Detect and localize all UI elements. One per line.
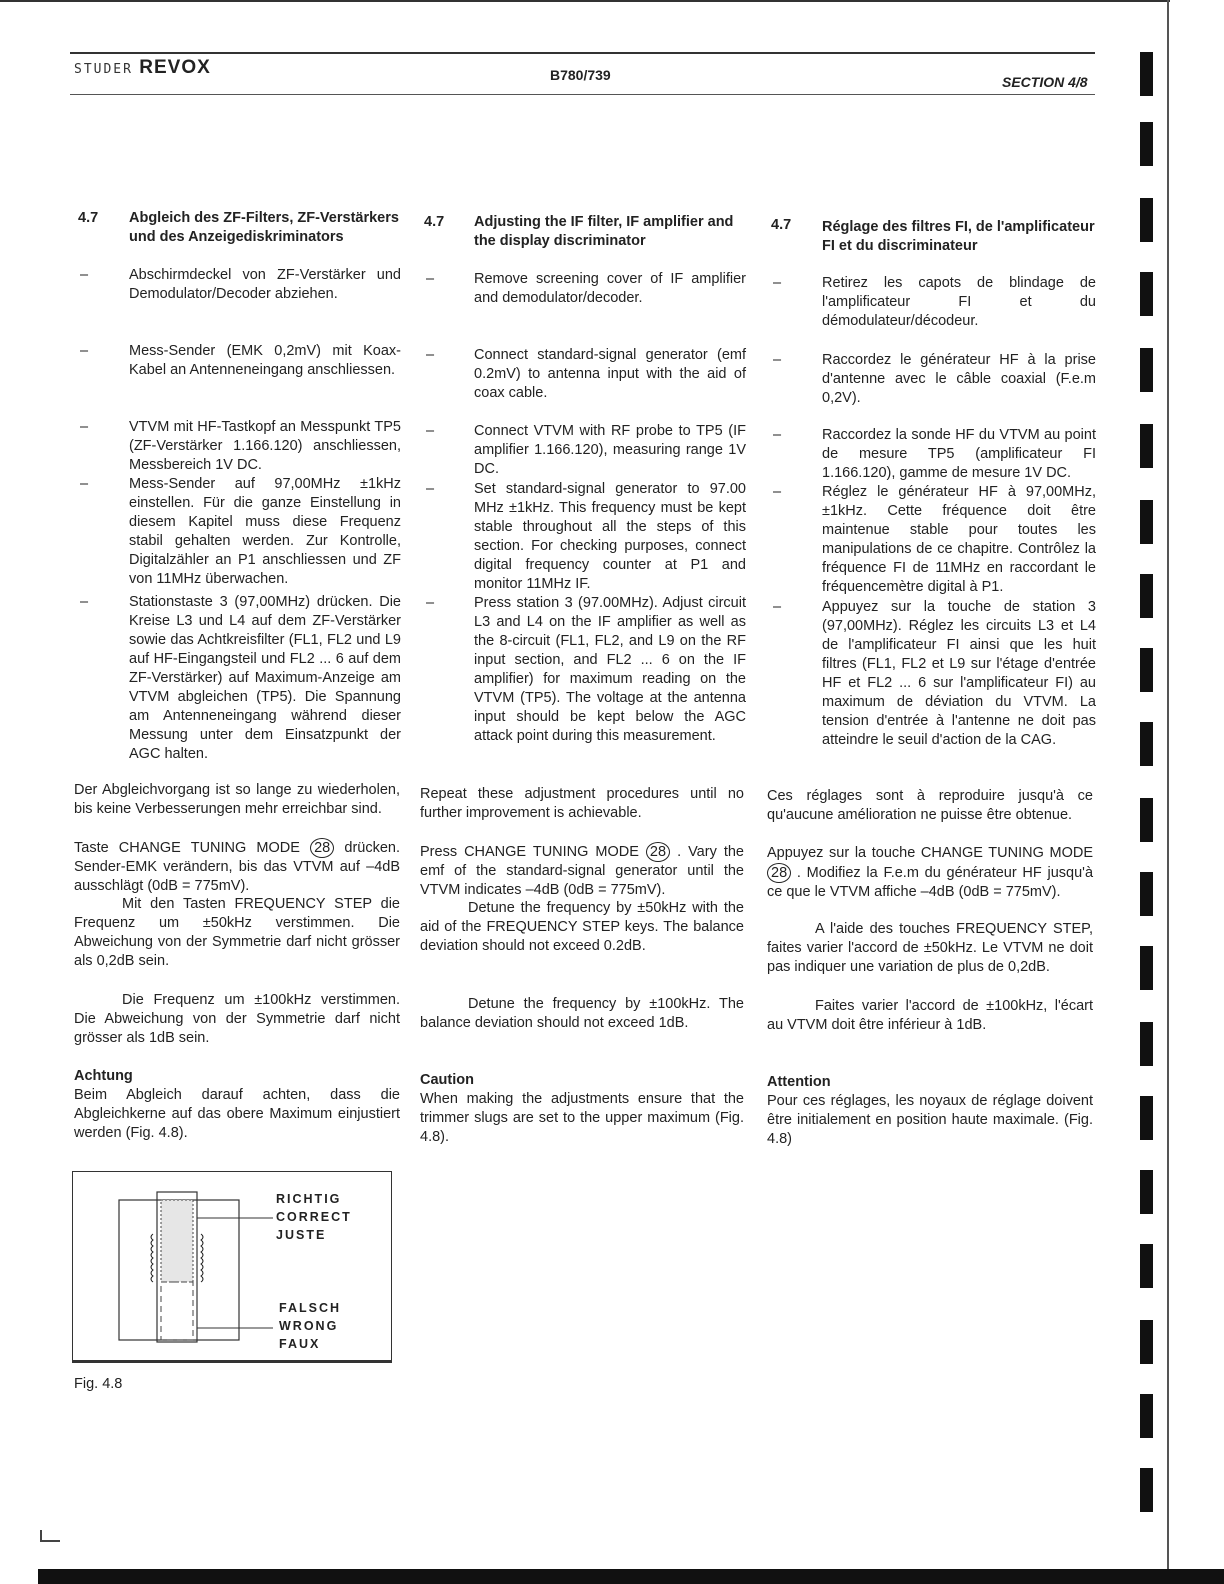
brand-logo	[74, 58, 211, 79]
button-reference-28: 28	[310, 838, 334, 858]
step-fr-1: Retirez les capots de blindage de l'amplificateur FI et du démodulateur/décodeur.	[822, 275, 1096, 329]
change-bar	[1140, 1320, 1153, 1364]
label-correct-en: CORRECT	[276, 1210, 352, 1224]
repeat-fr: Ces réglages sont à reproduire jusqu'à ce qu'aucune amélioration ne puisse être obtenue.	[767, 788, 1093, 823]
section-number: SECTION 4/8	[1002, 74, 1088, 90]
change-bar	[1140, 722, 1153, 766]
label-correct	[276, 1190, 352, 1244]
dash: –	[80, 476, 89, 492]
dash: –	[426, 271, 435, 287]
step-de-4: Mess-Sender auf 97,00MHz ±1kHz einstellen. Für die ganze Einstellung in diesem Kapitel muss diese Frequenz stabil gehalten werden. Zur Kontrolle, Digitalzähler an P1 anschliessen und ZF von 11MHz überwachen.	[129, 476, 401, 587]
repeat-de: Der Abgleichvorgang ist so lange zu wiederholen, bis keine Verbesserungen mehr erreichbar sind.	[74, 782, 400, 817]
dash: –	[773, 427, 782, 443]
change-bar	[1140, 1170, 1153, 1214]
press-fr-text-b: . Modifiez la F.e.m du générateur HF jusqu'à ce que le VTVM affiche –4dB (0dB = 775mV).	[767, 865, 1094, 900]
section-title-fr: Réglage des filtres FI, de l'amplificateur FI et du discriminateur	[822, 219, 1095, 254]
press-en-text-a: Press CHANGE TUNING MODE	[420, 844, 639, 860]
slug-correct	[161, 1200, 193, 1282]
change-bar	[1140, 872, 1153, 916]
press-en	[420, 842, 744, 900]
caution-de: Beim Abgleich darauf achten, dass die Abgleichkerne auf das obere Maximum einjustiert werden (Fig. 4.8).	[74, 1087, 400, 1141]
change-bar	[1140, 198, 1153, 242]
change-bar	[1140, 574, 1153, 618]
dash: –	[80, 419, 89, 435]
change-bar	[1140, 946, 1153, 990]
page-right-border	[1167, 0, 1169, 1584]
dash: –	[773, 352, 782, 368]
corner-mark	[40, 1530, 60, 1542]
label-juste: JUSTE	[276, 1228, 327, 1242]
label-richtig: RICHTIG	[276, 1192, 342, 1206]
model-number: B780/739	[550, 67, 611, 83]
winding-right	[201, 1234, 203, 1282]
change-bar	[1140, 1394, 1153, 1438]
change-bar	[1140, 424, 1153, 468]
change-bar	[1140, 348, 1153, 392]
label-faux: FAUX	[279, 1337, 321, 1351]
change-bar	[1140, 52, 1153, 96]
detune100-de: Die Frequenz um ±100kHz verstimmen. Die Abweichung von der Symmetrie darf nicht grösser als 1dB sein.	[74, 992, 400, 1046]
dash: –	[426, 481, 435, 497]
header-rule-top	[70, 52, 1095, 54]
step-de-5: Stationstaste 3 (97,00MHz) drücken. Die Kreise L3 und L4 auf dem ZF-Verstärker sowie das Achtkreisfilter (FL1, FL2 und L9 auf HF-Eingangsteil und FL2 ... 6 auf dem ZF-Verstärker) auf Maximum-Anzeige am VTVM abgleichen (TP5). Die Spannung am Antenneneingang während dieser Messung unter dem Einsatzpunkt der AGC halten.	[129, 594, 401, 762]
button-reference-28: 28	[767, 863, 791, 883]
dash: –	[426, 423, 435, 439]
change-bar	[1140, 272, 1153, 316]
page-top-border	[0, 0, 1170, 2]
change-bar	[1140, 1244, 1153, 1288]
change-bar	[1140, 798, 1153, 842]
step-en-1: Remove screening cover of IF amplifier and demodulator/decoder.	[474, 271, 746, 306]
dash: –	[426, 595, 435, 611]
detune50-de: Mit den Tasten FREQUENCY STEP die Frequenz um ±50kHz verstimmen. Die Abweichung von der Symmetrie darf nicht grösser als 0,2dB sein.	[74, 896, 400, 969]
brand-revox: REVOX	[139, 57, 211, 78]
caution-title-fr: Attention	[767, 1074, 831, 1090]
detune50-en: Detune the frequency by ±50kHz with the aid of the FREQUENCY STEP keys. The balance deviation should not exceed 0.2dB.	[420, 900, 744, 954]
step-fr-5: Appuyez sur la touche de station 3 (97,00MHz). Réglez les circuits L3 et L4 de l'amplificateur FI ainsi que les huit filtres (FL1, FL2 et L9 sur l'étage d'entrée HF et FL2 ... 6 sur l'amplificateur FI) au maximum de déviation du VTVM. La tension d'entrée à l'antenne ne doit pas atteindre le seuil d'action de la CAG.	[822, 599, 1096, 748]
caution-title-de: Achtung	[74, 1068, 133, 1084]
press-en-text-b: . Vary the emf of the standard-signal generator until the VTVM indicates –4dB (0dB = 775mV).	[420, 844, 744, 898]
winding-left	[151, 1234, 153, 1282]
caution-title-en: Caution	[420, 1072, 474, 1088]
press-fr	[767, 844, 1093, 902]
change-bar	[1140, 648, 1153, 692]
step-en-3: Connect VTVM with RF probe to TP5 (IF amplifier 1.166.120), measuring range 1V DC.	[474, 423, 746, 477]
dash: –	[426, 347, 435, 363]
section-number-de: 4.7	[78, 210, 99, 226]
step-en-5: Press station 3 (97.00MHz). Adjust circuit L3 and L4 on the IF amplifier as well as the 8-circuit (FL1, FL2, and L9 on the RF input section, and FL2 ... 6 on the IF amplifier) for maximum reading on the VTVM (TP5). The voltage at the antenna input should be kept below the AGC attack point during this measurement.	[474, 595, 746, 744]
press-fr-text-a: Appuyez sur la touche CHANGE TUNING MODE	[767, 845, 1093, 861]
change-bar	[1140, 1468, 1153, 1512]
dash: –	[80, 594, 89, 610]
detune100-fr: Faites varier l'accord de ±100kHz, l'écart au VTVM doit être inférieur à 1dB.	[767, 998, 1093, 1033]
dash: –	[773, 275, 782, 291]
caution-en: When making the adjustments ensure that the trimmer slugs are set to the upper maximum (Fig. 4.8).	[420, 1091, 744, 1145]
dash: –	[80, 267, 89, 283]
section-number-fr: 4.7	[771, 217, 792, 233]
change-bar	[1140, 122, 1153, 166]
label-wrong	[279, 1299, 341, 1353]
change-bar	[1140, 1022, 1153, 1066]
step-en-2: Connect standard-signal generator (emf 0.2mV) to antenna input with the aid of coax cable.	[474, 347, 746, 401]
slug-wrong	[161, 1282, 193, 1340]
page-bottom-bar	[38, 1569, 1224, 1584]
step-de-1: Abschirmdeckel von ZF-Verstärker und Demodulator/Decoder abziehen.	[129, 267, 401, 302]
press-de-text-b: drücken. Sender-EMK verändern, bis das VTVM auf –4dB ausschlägt (0dB = 775mV).	[74, 840, 401, 894]
change-bar	[1140, 500, 1153, 544]
section-title-en: Adjusting the IF filter, IF amplifier and the display discriminator	[474, 214, 734, 249]
step-en-4: Set standard-signal generator to 97.00 MHz ±1kHz. This frequency must be kept stable throughout all the steps of this section. For checking purposes, connect digital frequency counter at P1 and monitor 11MHz IF.	[474, 481, 746, 592]
dash: –	[80, 343, 89, 359]
press-de	[74, 838, 400, 896]
step-fr-2: Raccordez le générateur HF à la prise d'antenne avec le câble coaxial (F.e.m 0,2V).	[822, 352, 1096, 406]
header-rule-bottom	[70, 94, 1095, 95]
dash: –	[773, 484, 782, 500]
change-bar	[1140, 1096, 1153, 1140]
brand-studer: STUDER	[74, 62, 133, 77]
figure-4-8	[72, 1171, 392, 1363]
section-number-en: 4.7	[424, 214, 445, 230]
figure-caption: Fig. 4.8	[74, 1376, 123, 1392]
button-reference-28: 28	[646, 842, 670, 862]
section-title-de: Abgleich des ZF-Filters, ZF-Verstärkers und des Anzeigediskriminators	[129, 210, 399, 245]
step-fr-4: Réglez le générateur HF à 97,00MHz, ±1kHz. Cette fréquence doit être maintenue stable pour toutes les manipulations de ce chapitre. Contrôlez la fréquence FI de 11MHz en raccordant le fréquencemètre digital à P1.	[822, 484, 1096, 595]
label-wrong-en: WRONG	[279, 1319, 339, 1333]
detune100-en: Detune the frequency by ±100kHz. The balance deviation should not exceed 1dB.	[420, 996, 744, 1031]
dash: –	[773, 599, 782, 615]
repeat-en: Repeat these adjustment procedures until no further improvement is achievable.	[420, 786, 744, 821]
label-falsch: FALSCH	[279, 1301, 341, 1315]
caution-fr: Pour ces réglages, les noyaux de réglage doivent être initialement en position haute maximale. (Fig. 4.8)	[767, 1093, 1093, 1147]
detune50-fr: A l'aide des touches FREQUENCY STEP, faites varier l'accord de ±50kHz. Le VTVM ne doit pas indiquer une variation de plus de 0,2dB.	[767, 921, 1093, 975]
press-de-text-a: Taste CHANGE TUNING MODE	[74, 840, 300, 856]
step-fr-3: Raccordez la sonde HF du VTVM au point de mesure TP5 (amplificateur FI 1.166.120), gamme de mesure 1V DC.	[822, 427, 1096, 481]
step-de-3: VTVM mit HF-Tastkopf an Messpunkt TP5 (ZF-Verstärker 1.166.120) anschliessen, Messbereich 1V DC.	[129, 419, 401, 473]
step-de-2: Mess-Sender (EMK 0,2mV) mit Koax-Kabel an Antenneneingang anschliessen.	[129, 343, 401, 378]
